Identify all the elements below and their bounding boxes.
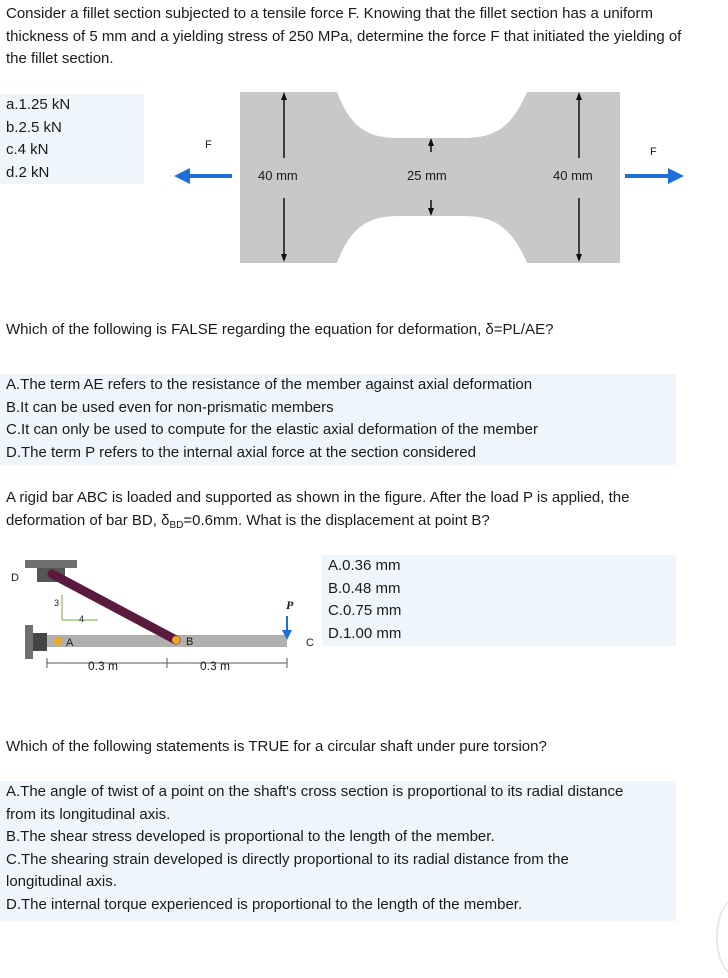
question-4-text: Which of the following statements is TRUE for a circular shaft under pure torsion? <box>6 738 547 755</box>
q4-option-a[interactable]: A.The angle of twist of a point on the shaft's cross section is proportional to its radial distance from its longitudinal axis. <box>6 783 624 823</box>
q3-text-before: A rigid bar ABC is loaded and supported as shown in the figure. After the load P is applied, the deformation of bar BD, δ <box>6 489 630 529</box>
wall-support <box>25 625 33 659</box>
fillet-dim-middle: 25 mm <box>407 168 447 183</box>
point-a-label: A <box>66 637 74 649</box>
q3-subscript: BD <box>169 519 184 531</box>
q1-option-b[interactable]: b.2.5 kN <box>6 118 62 136</box>
question-2-options <box>0 374 676 465</box>
q2-option-c[interactable]: C.It can only be used to compute for the elastic axial deformation of the member <box>6 421 538 438</box>
question-4-options <box>0 781 676 921</box>
fillet-dim-left: 40 mm <box>258 168 298 183</box>
point-c-label: C <box>306 637 314 649</box>
force-label-right: F <box>650 146 657 158</box>
support-block-a <box>33 633 47 651</box>
q4-option-d[interactable]: D.The internal torque experienced is proportional to the length of the member. <box>6 895 523 913</box>
q1-option-a[interactable]: a.1.25 kN <box>6 96 71 113</box>
pin-a <box>54 637 62 645</box>
question-1-text: Consider a fillet section subjected to a tensile force F. Knowing that the fillet section has a uniform thickness of 5 mm and a yielding stress of 250 MPa, determine the force F that initiated the yielding of the fillet section. <box>6 5 682 67</box>
q4-option-b[interactable]: B.The shear stress developed is proportional to the length of the member. <box>6 828 495 845</box>
pin-b <box>172 636 180 644</box>
q4-option-c[interactable]: C.The shearing strain developed is directly proportional to its radial distance from the longitudinal axis. <box>6 850 569 890</box>
force-arrow-right-head <box>668 168 684 184</box>
dim-label-bc: 0.3 m <box>200 659 231 673</box>
q2-option-b[interactable]: B.It can be used even for non-prismatic members <box>6 398 334 416</box>
dim-label-ab: 0.3 m <box>88 659 119 673</box>
q3-option-b[interactable]: B.0.48 mm <box>328 579 401 597</box>
bar-bd <box>52 574 176 640</box>
fillet-section-figure <box>0 0 728 300</box>
point-d-label: D <box>11 572 19 584</box>
q3-text-after: =0.6mm. What is the displacement at point B? <box>183 511 490 529</box>
force-arrow-left-head <box>174 168 190 184</box>
q3-option-d[interactable]: D.1.00 mm <box>328 624 402 642</box>
q1-option-c[interactable]: c.4 kN <box>6 141 49 158</box>
ceiling-support <box>25 560 77 568</box>
point-b-label: B <box>186 636 194 648</box>
q3-option-a[interactable]: A.0.36 mm <box>328 557 401 574</box>
load-p-label: P <box>286 598 294 612</box>
slope-label-4: 4 <box>79 614 85 624</box>
q2-option-d[interactable]: D.The term P refers to the internal axial force at the section considered <box>6 443 476 461</box>
force-label-left: F <box>205 139 212 151</box>
q1-option-d[interactable]: d.2 kN <box>6 163 50 181</box>
q3-option-c[interactable]: C.0.75 mm <box>328 602 402 619</box>
scroll-indicator[interactable] <box>716 900 728 974</box>
question-2-text: Which of the following is FALSE regarding the equation for deformation, δ=PL/AE? <box>6 321 554 338</box>
slope-label-3: 3 <box>54 598 60 608</box>
question-3-options <box>322 555 676 646</box>
fillet-dim-right: 40 mm <box>553 168 593 183</box>
rigid-bar-figure <box>0 550 320 680</box>
question-3-text <box>6 487 706 537</box>
q2-option-a[interactable]: A.The term AE refers to the resistance of the member against axial deformation <box>6 376 533 393</box>
